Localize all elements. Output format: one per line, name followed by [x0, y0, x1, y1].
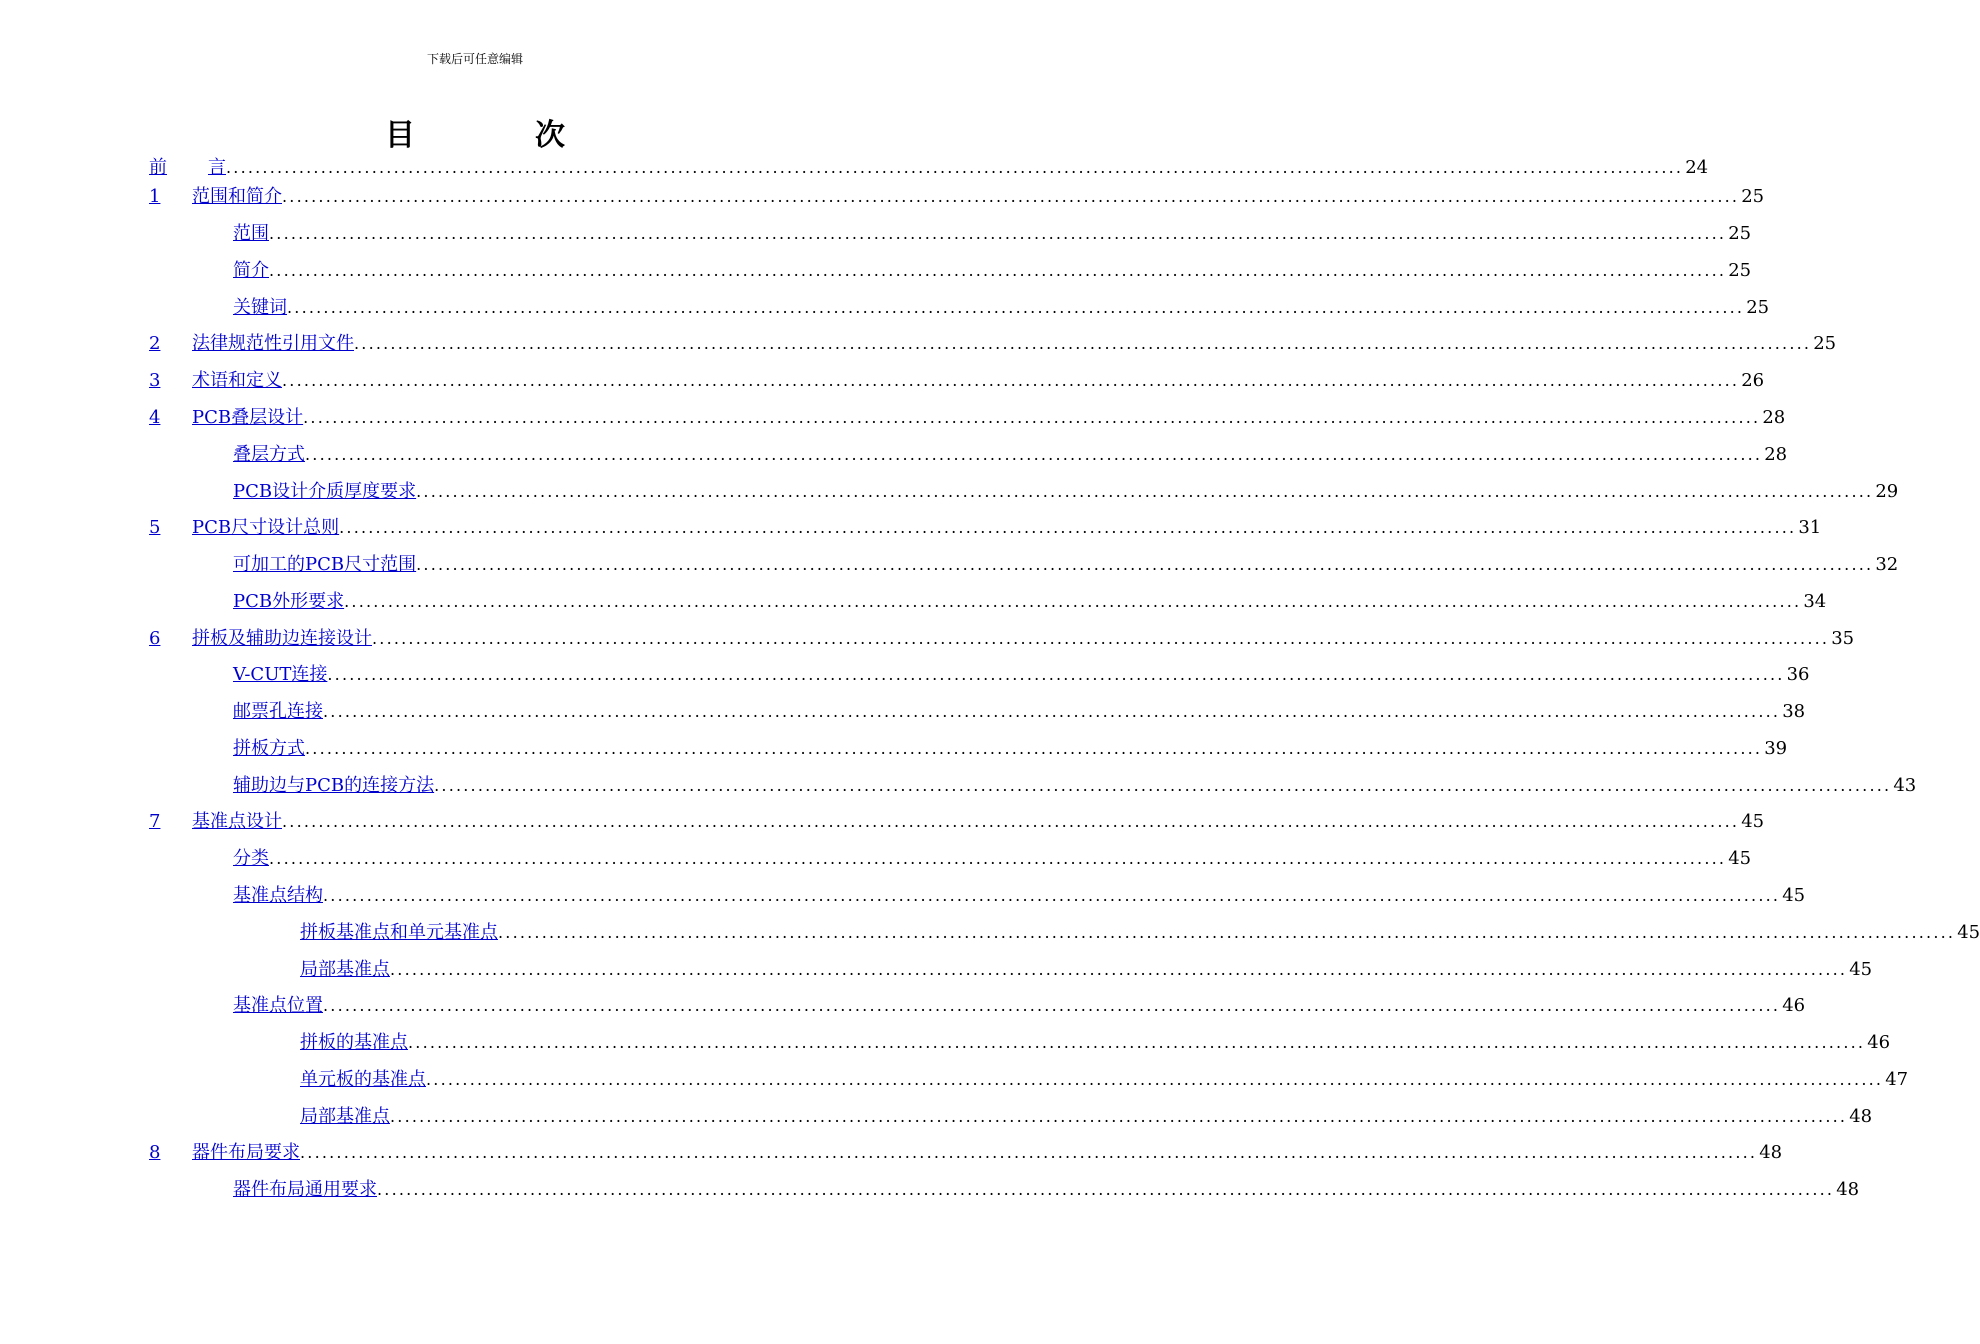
toc-entry[interactable]	[0, 443, 1788, 467]
toc-entry-row	[192, 516, 1822, 540]
toc-entry-link[interactable]: 拼板方式	[233, 738, 305, 759]
toc-entry[interactable]	[0, 185, 1765, 209]
toc-page-number: 28	[1764, 444, 1788, 465]
toc-entry-row	[233, 222, 1752, 246]
toc-entry-link[interactable]: 拼板及辅助边连接设计	[192, 628, 372, 649]
toc-page-number: 25	[1728, 260, 1752, 281]
toc-page-number: 31	[1798, 517, 1822, 538]
toc-page-number: 24	[1685, 157, 1709, 178]
toc-entry-row	[192, 810, 1765, 834]
toc-entry-number[interactable]: 前	[149, 157, 167, 178]
toc-page-number: 45	[1728, 848, 1752, 869]
title-right: 次	[535, 118, 565, 153]
toc-entry-link[interactable]: 分类	[233, 848, 269, 869]
toc-entry[interactable]	[0, 810, 1765, 834]
toc-entry[interactable]	[0, 627, 1855, 651]
toc-leader-dots: ........................................................................................................................................................................................................	[282, 187, 1740, 206]
toc-entry-link[interactable]: PCB外形要求	[233, 591, 345, 612]
toc-entry-row	[233, 737, 1788, 761]
toc-entry-row	[233, 994, 1806, 1018]
toc-entry-row	[208, 156, 1709, 180]
toc-entry[interactable]	[0, 847, 1752, 871]
toc-entry-link[interactable]: 单元板的基准点	[300, 1069, 426, 1090]
toc-entry-link[interactable]: 范围和简介	[192, 186, 282, 207]
toc-entry-number[interactable]: 7	[149, 811, 161, 832]
toc-entry-link[interactable]: 邮票孔连接	[233, 701, 323, 722]
toc-leader-dots: ........................................................................................................................................................................................................	[377, 1180, 1835, 1199]
toc-entry-row	[233, 1178, 1860, 1202]
toc-entry-link[interactable]: 言	[208, 157, 226, 178]
toc-leader-dots: ........................................................................................................................................................................................................	[434, 776, 1892, 795]
toc-entry-number[interactable]: 4	[149, 407, 161, 428]
toc-entry-row	[233, 259, 1752, 283]
toc-leader-dots: ........................................................................................................................................................................................................	[282, 812, 1740, 831]
toc-entry-row	[233, 700, 1806, 724]
toc-entry-row	[192, 369, 1765, 393]
toc-entry-row	[233, 590, 1827, 614]
toc-entry[interactable]	[0, 1141, 1783, 1165]
toc-entry-number[interactable]: 5	[149, 517, 161, 538]
toc-leader-dots: ........................................................................................................................................................................................................	[339, 518, 1797, 537]
toc-entry-row	[192, 185, 1765, 209]
title-left: 目	[385, 118, 415, 153]
toc-entry[interactable]	[0, 332, 1837, 356]
toc-entry-row	[233, 443, 1788, 467]
toc-leader-dots: ........................................................................................................................................................................................................	[354, 334, 1812, 353]
toc-entry-link[interactable]: 简介	[233, 260, 269, 281]
toc-page-number: 25	[1746, 297, 1770, 318]
toc-entry[interactable]	[0, 958, 1873, 982]
page-title	[0, 110, 950, 154]
toc-page-number: 48	[1849, 1106, 1873, 1127]
toc-entry-row	[300, 1031, 1891, 1055]
page-header: 下载后可任意编辑	[426, 52, 523, 66]
toc-page-number: 35	[1831, 628, 1855, 649]
toc-leader-dots: ........................................................................................................................................................................................................	[372, 629, 1830, 648]
toc-entry-link[interactable]: 拼板基准点和单元基准点	[300, 922, 498, 943]
toc-entry-link[interactable]: 器件布局通用要求	[233, 1179, 377, 1200]
toc-entry-link[interactable]: 拼板的基准点	[300, 1032, 408, 1053]
toc-entry-number[interactable]: 2	[149, 333, 161, 354]
toc-entry-link[interactable]: 可加工的PCB尺寸范围	[233, 554, 417, 575]
toc-entry-link[interactable]: 局部基准点	[300, 1106, 390, 1127]
toc-entry-number[interactable]: 1	[149, 186, 161, 207]
toc-entry[interactable]	[0, 480, 1899, 504]
toc-leader-dots: ........................................................................................................................................................................................................	[269, 261, 1727, 280]
toc-entry[interactable]	[0, 884, 1806, 908]
toc-page-number: 38	[1782, 701, 1806, 722]
toc-leader-dots: ........................................................................................................................................................................................................	[282, 371, 1740, 390]
toc-page-number: 45	[1741, 811, 1765, 832]
toc-entry[interactable]	[0, 222, 1752, 246]
toc-entry-link[interactable]: PCB设计介质厚度要求	[233, 481, 417, 502]
toc-entry[interactable]	[0, 156, 1709, 180]
toc-entry-row	[233, 480, 1899, 504]
toc-page-number: 39	[1764, 738, 1788, 759]
toc-page-number: 29	[1875, 481, 1899, 502]
toc-entry-row	[192, 1141, 1783, 1165]
toc-entry-row	[233, 296, 1770, 320]
toc-leader-dots: ........................................................................................................................................................................................................	[323, 702, 1781, 721]
toc-page-number: 48	[1836, 1179, 1860, 1200]
toc-entry[interactable]	[0, 406, 1786, 430]
toc-entry-row	[233, 847, 1752, 871]
toc-leader-dots: ........................................................................................................................................................................................................	[390, 1107, 1848, 1126]
toc-leader-dots: ........................................................................................................................................................................................................	[344, 592, 1802, 611]
toc-page-number: 43	[1893, 775, 1917, 796]
toc-entry[interactable]	[0, 369, 1765, 393]
toc-leader-dots: ........................................................................................................................................................................................................	[327, 665, 1785, 684]
toc-entry-row	[233, 553, 1899, 577]
toc-entry-link[interactable]: 术语和定义	[192, 370, 282, 391]
toc-page-number: 46	[1782, 995, 1806, 1016]
toc-leader-dots: ........................................................................................................................................................................................................	[305, 739, 1763, 758]
toc-entry-link[interactable]: 关键词	[233, 297, 287, 318]
toc-page-number: 32	[1875, 554, 1899, 575]
toc-leader-dots: ........................................................................................................................................................................................................	[390, 960, 1848, 979]
toc-page-number: 25	[1741, 186, 1765, 207]
toc-entry[interactable]	[0, 700, 1806, 724]
toc-leader-dots: ........................................................................................................................................................................................................	[323, 886, 1781, 905]
toc-entry-row	[192, 406, 1786, 430]
toc-entry-link[interactable]: V-CUT连接	[233, 664, 328, 685]
toc-page-number: 48	[1759, 1142, 1783, 1163]
toc-leader-dots: ........................................................................................................................................................................................................	[300, 1143, 1758, 1162]
toc-entry[interactable]	[0, 296, 1770, 320]
toc-leader-dots: ........................................................................................................................................................................................................	[408, 1033, 1866, 1052]
toc-entry[interactable]	[0, 737, 1788, 761]
toc-entry[interactable]	[0, 516, 1822, 540]
toc-entry-row	[300, 921, 1980, 945]
toc-entry-link[interactable]: 辅助边与PCB的连接方法	[233, 775, 435, 796]
toc-page-number: 26	[1741, 370, 1765, 391]
toc-page-number: 34	[1803, 591, 1827, 612]
toc-entry[interactable]	[0, 994, 1806, 1018]
toc-entry-number[interactable]: 6	[149, 628, 161, 649]
toc-entry[interactable]	[0, 1031, 1891, 1055]
toc-page-number: 47	[1885, 1069, 1909, 1090]
toc-leader-dots: ........................................................................................................................................................................................................	[303, 408, 1761, 427]
toc-page-number: 25	[1813, 333, 1837, 354]
toc-entry-link[interactable]: 范围	[233, 223, 269, 244]
toc-page-number: 25	[1728, 223, 1752, 244]
toc-leader-dots: ........................................................................................................................................................................................................	[426, 1070, 1884, 1089]
toc-leader-dots: ........................................................................................................................................................................................................	[416, 482, 1874, 501]
toc-entry[interactable]	[0, 259, 1752, 283]
toc-entry-link[interactable]: 基准点设计	[192, 811, 282, 832]
toc-leader-dots: ........................................................................................................................................................................................................	[287, 298, 1745, 317]
toc-entry-number[interactable]: 3	[149, 370, 161, 391]
toc-entry-row	[233, 774, 1917, 798]
toc-entry-row	[300, 958, 1873, 982]
toc-leader-dots: ........................................................................................................................................................................................................	[269, 224, 1727, 243]
toc-entry-link[interactable]: 局部基准点	[300, 959, 390, 980]
toc-entry[interactable]	[0, 590, 1827, 614]
toc-entry-link[interactable]: 叠层方式	[233, 444, 305, 465]
toc-entry-link[interactable]: 法律规范性引用文件	[192, 333, 354, 354]
toc-page-number: 46	[1867, 1032, 1891, 1053]
toc-leader-dots: ........................................................................................................................................................................................................	[498, 923, 1956, 942]
toc-entry-row	[233, 884, 1806, 908]
toc-leader-dots: ........................................................................................................................................................................................................	[323, 996, 1781, 1015]
toc-entry-row	[300, 1105, 1873, 1129]
toc-entry-link[interactable]: 基准点位置	[233, 995, 323, 1016]
toc-entry-link[interactable]: 基准点结构	[233, 885, 323, 906]
toc-page-number: 36	[1786, 664, 1810, 685]
toc-page-number: 45	[1849, 959, 1873, 980]
toc-entry[interactable]	[0, 1178, 1860, 1202]
toc-entry-row	[192, 627, 1855, 651]
toc-page-number: 45	[1782, 885, 1806, 906]
toc-entry-link[interactable]: 器件布局要求	[192, 1142, 300, 1163]
toc-entry-row	[233, 663, 1810, 687]
toc-entry-link[interactable]: PCB叠层设计	[192, 407, 304, 428]
toc-entry-link[interactable]: PCB尺寸设计总则	[192, 517, 340, 538]
toc-page-number: 28	[1762, 407, 1786, 428]
toc-entry-row	[192, 332, 1837, 356]
toc-entry[interactable]	[0, 1068, 1909, 1092]
toc-entry[interactable]	[0, 921, 1980, 945]
toc-page-number: 45	[1957, 922, 1980, 943]
toc-entry[interactable]	[0, 553, 1899, 577]
toc-leader-dots: ........................................................................................................................................................................................................	[226, 158, 1684, 177]
toc-leader-dots: ........................................................................................................................................................................................................	[305, 445, 1763, 464]
toc-entry-number[interactable]: 8	[149, 1142, 161, 1163]
toc-leader-dots: ........................................................................................................................................................................................................	[269, 849, 1727, 868]
toc-entry-row	[300, 1068, 1909, 1092]
toc-entry[interactable]	[0, 663, 1810, 687]
toc-entry[interactable]	[0, 774, 1917, 798]
toc-leader-dots: ........................................................................................................................................................................................................	[416, 555, 1874, 574]
toc-entry[interactable]	[0, 1105, 1873, 1129]
